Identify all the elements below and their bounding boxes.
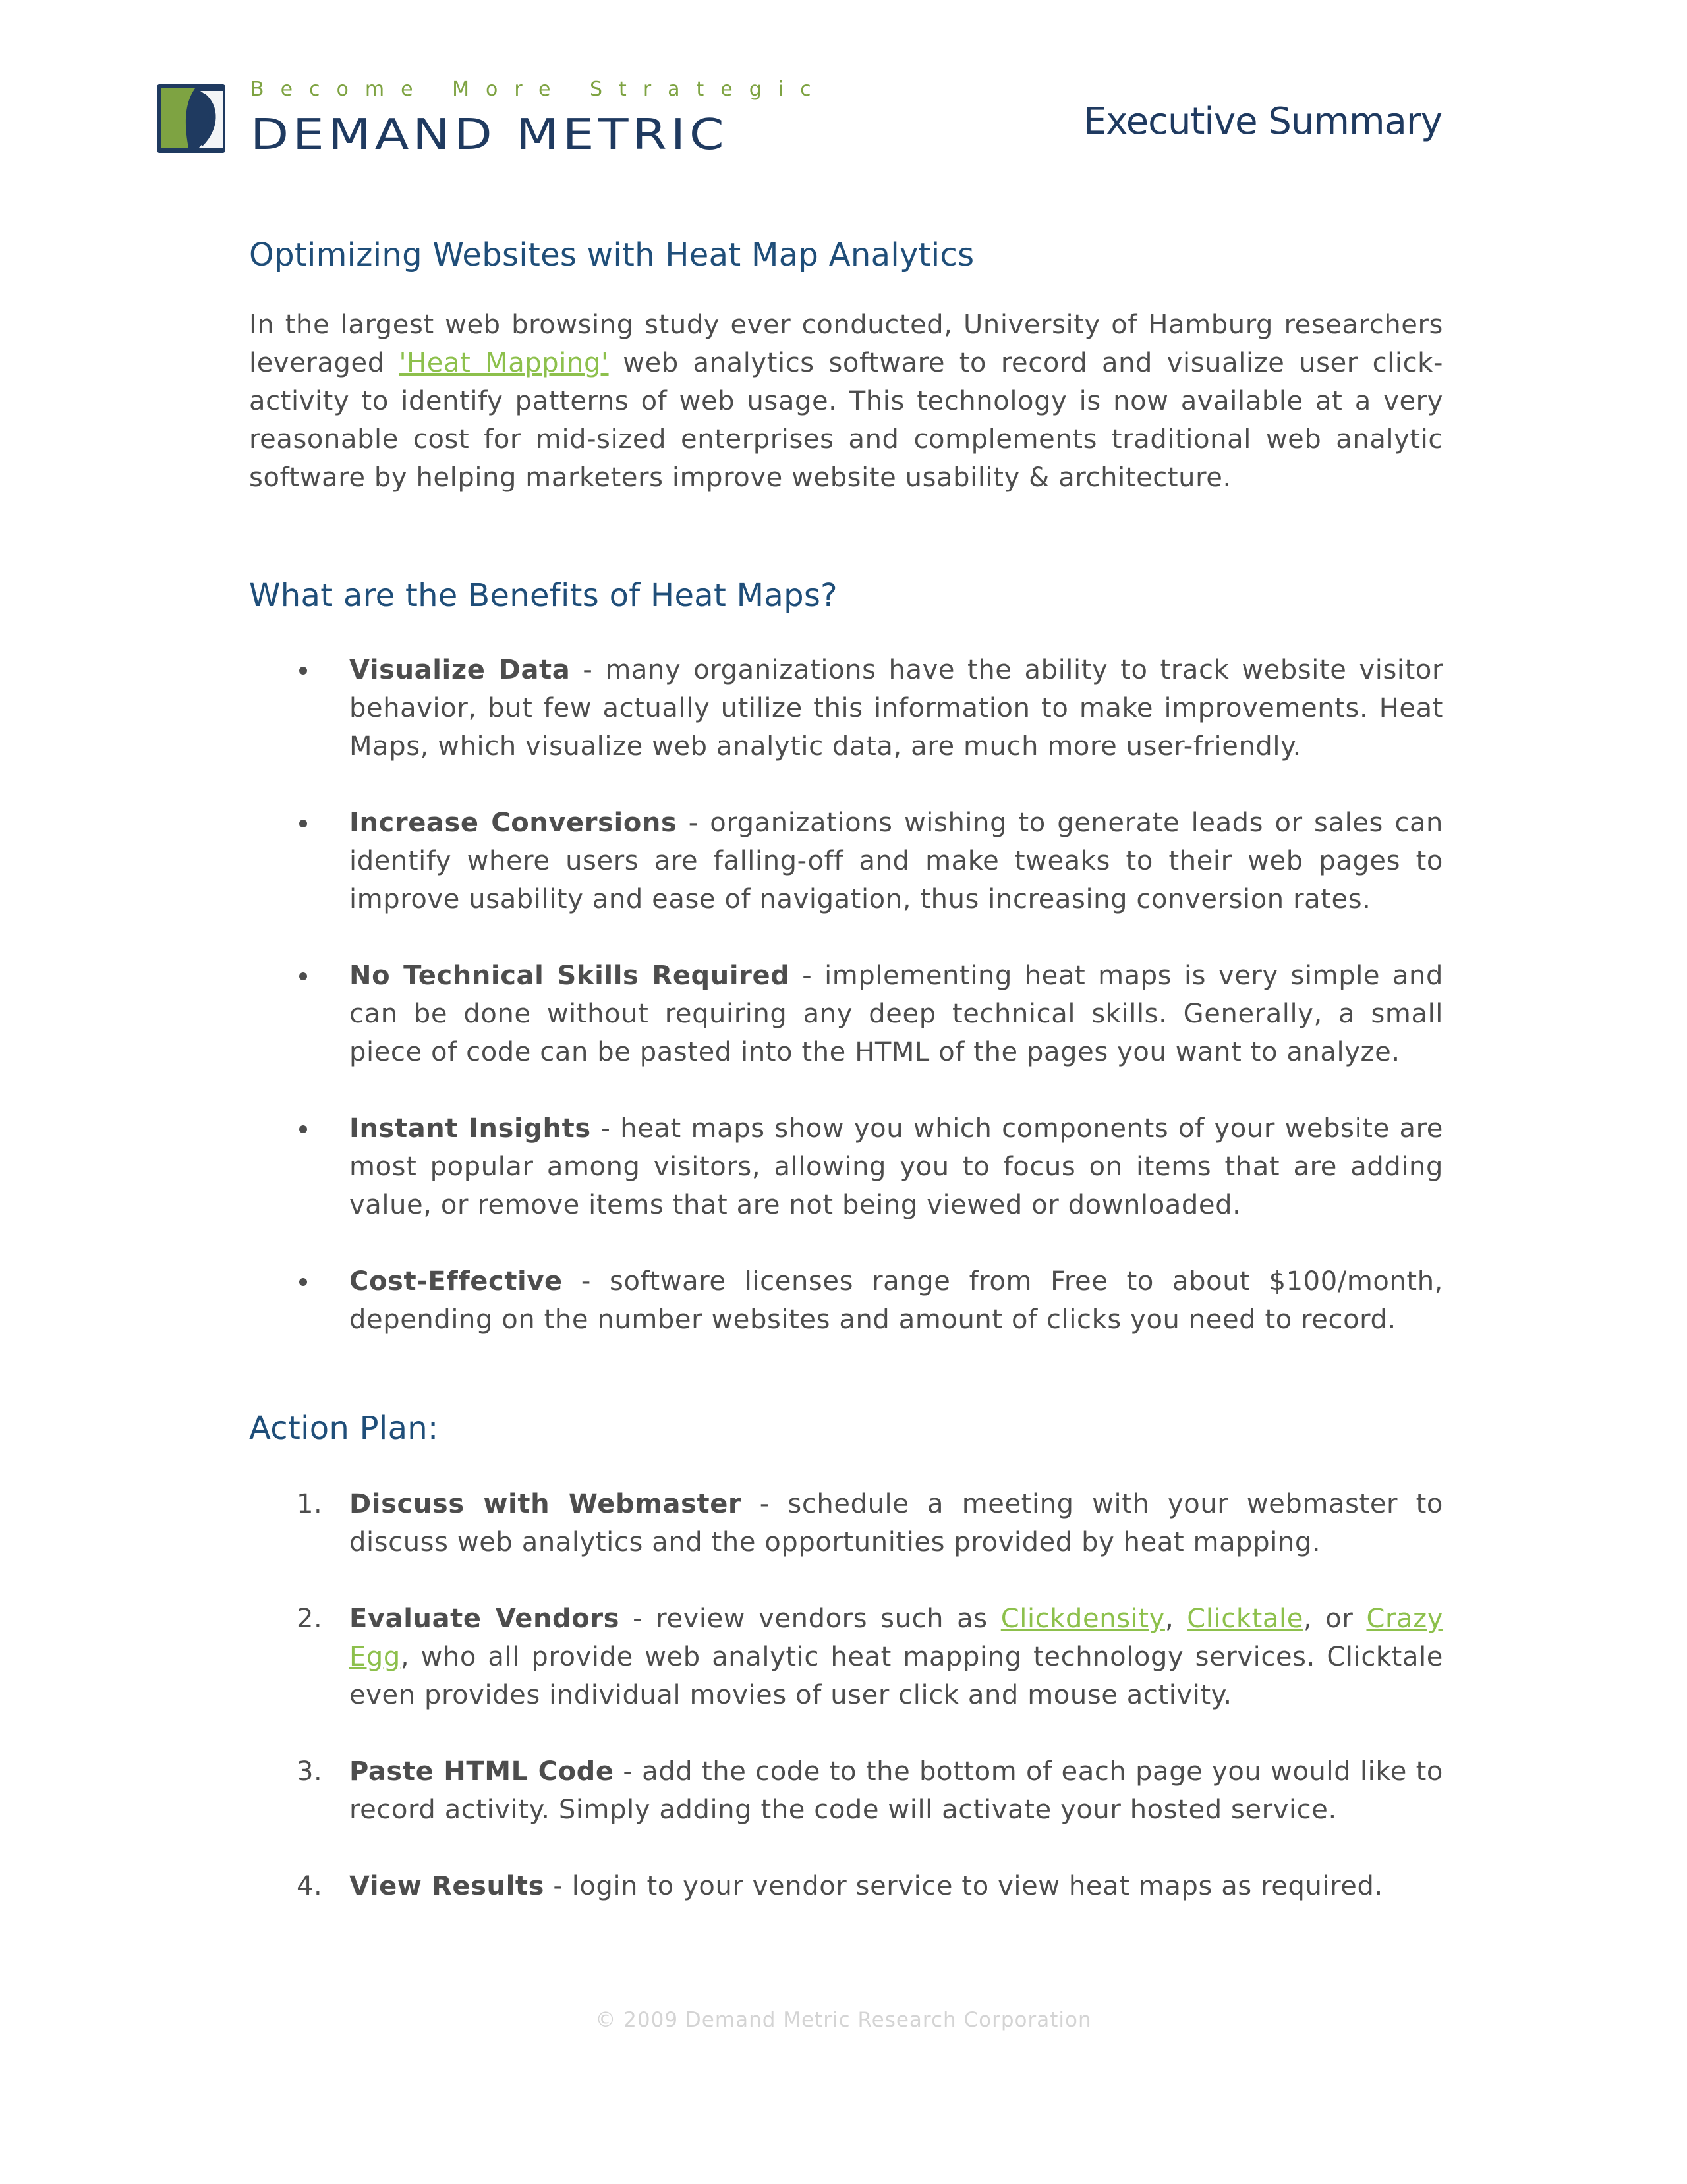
list-item — [249, 1600, 1443, 1714]
list-item — [249, 1262, 1443, 1339]
document-body — [249, 234, 1443, 1905]
action-text: - schedule a meeting with your webmaster to discuss web analytics and the opportunities provided by heat mapping. — [349, 1489, 1443, 1557]
heat-mapping-link[interactable]: 'Heat Mapping' — [399, 348, 609, 378]
clicktale-link[interactable]: Clicktale — [1187, 1604, 1303, 1634]
list-item — [249, 804, 1443, 918]
benefit-text: - implementing heat maps is very simple and can be done without requiring any deep technical skills. Generally, a small piece of code can be pasted into the HTML of the pages you want to analyze. — [349, 961, 1443, 1067]
action-text: - add the code to the bottom of each page you would like to record activity. Simply adding the code will activate your hosted service. — [349, 1756, 1443, 1825]
benefit-term: Cost-Effective — [349, 1266, 563, 1297]
list-item — [249, 1867, 1443, 1905]
bullet-icon — [299, 820, 307, 827]
bullet-icon — [299, 1278, 307, 1286]
list-item — [249, 957, 1443, 1071]
benefits-heading: What are the Benefits of Heat Maps? — [249, 577, 838, 614]
bullet-icon — [299, 1125, 307, 1133]
document-type-title: Executive Summary — [1083, 100, 1442, 143]
item-number: 2. — [297, 1604, 323, 1634]
list-item — [249, 1752, 1443, 1829]
benefit-term: Visualize Data — [349, 655, 571, 685]
logo-brand-name: DEMAND METRIC — [250, 111, 728, 159]
item-number: 1. — [297, 1489, 323, 1519]
crazy-egg-link[interactable]: Crazy Egg — [349, 1604, 1444, 1672]
logo-mark-icon — [157, 82, 231, 154]
separator: , or — [1303, 1604, 1367, 1634]
benefit-term: No Technical Skills Required — [349, 961, 790, 991]
action-term: Discuss with Webmaster — [349, 1489, 742, 1519]
list-item — [249, 1109, 1443, 1224]
demand-metric-logo — [157, 78, 828, 163]
benefit-term: Increase Conversions — [349, 808, 677, 838]
action-text: - login to your vendor service to view heat maps as required. — [544, 1871, 1383, 1901]
benefit-text: - many organizations have the ability to track website visitor behavior, but few actually utilize this information to make improvements. Heat Maps, which visualize web analytic data, are much more user-friendly. — [349, 655, 1443, 762]
page-title: Optimizing Websites with Heat Map Analytics — [249, 237, 975, 273]
action-text: - review vendors such as — [619, 1604, 1001, 1634]
list-item — [249, 651, 1443, 766]
intro-text-end: web analytics software to record and visualize user click-activity to identify patterns of web usage. This technology is now available at a very reasonable cost for mid-sized enterprises and complements traditional web analytic software by helping marketers improve website usability & architecture. — [249, 348, 1443, 493]
action-plan-heading: Action Plan: — [249, 1410, 439, 1447]
benefits-list — [249, 651, 1443, 1339]
list-item — [249, 1485, 1443, 1561]
benefit-text: - organizations wishing to generate leads or sales can identify where users are falling-off and make tweaks to their web pages to improve usability and ease of navigation, thus increasing conversion rates. — [349, 808, 1444, 914]
logo-tagline: Become More Strategic — [250, 78, 828, 101]
benefit-term: Instant Insights — [349, 1113, 591, 1144]
benefit-text: - software licenses range from Free to about $100/month, depending on the number websites and amount of clicks you need to record. — [349, 1266, 1443, 1335]
benefit-text: - heat maps show you which components of your website are most popular among visitors, allowing you to focus on items that are adding value, or remove items that are not being viewed or downloaded. — [349, 1113, 1443, 1220]
action-text: , who all provide web analytic heat mapping technology services. Clicktale even provides individual movies of user click and mouse activity. — [349, 1642, 1443, 1710]
intro-text-start: In the largest web browsing study ever conducted, University of Hamburg researchers leveraged — [249, 310, 1443, 378]
item-number: 3. — [297, 1756, 323, 1787]
intro-paragraph — [249, 306, 1443, 497]
action-term: Evaluate Vendors — [349, 1604, 620, 1634]
item-number: 4. — [297, 1871, 323, 1901]
action-term: Paste HTML Code — [349, 1756, 614, 1787]
bullet-icon — [299, 667, 307, 675]
clickdensity-link[interactable]: Clickdensity — [1000, 1604, 1165, 1634]
bullet-icon — [299, 972, 307, 980]
action-plan-list — [249, 1485, 1443, 1905]
action-term: View Results — [349, 1871, 545, 1901]
separator: , — [1164, 1604, 1187, 1634]
copyright-footer: © 2009 Demand Metric Research Corporation — [595, 2008, 1092, 2032]
